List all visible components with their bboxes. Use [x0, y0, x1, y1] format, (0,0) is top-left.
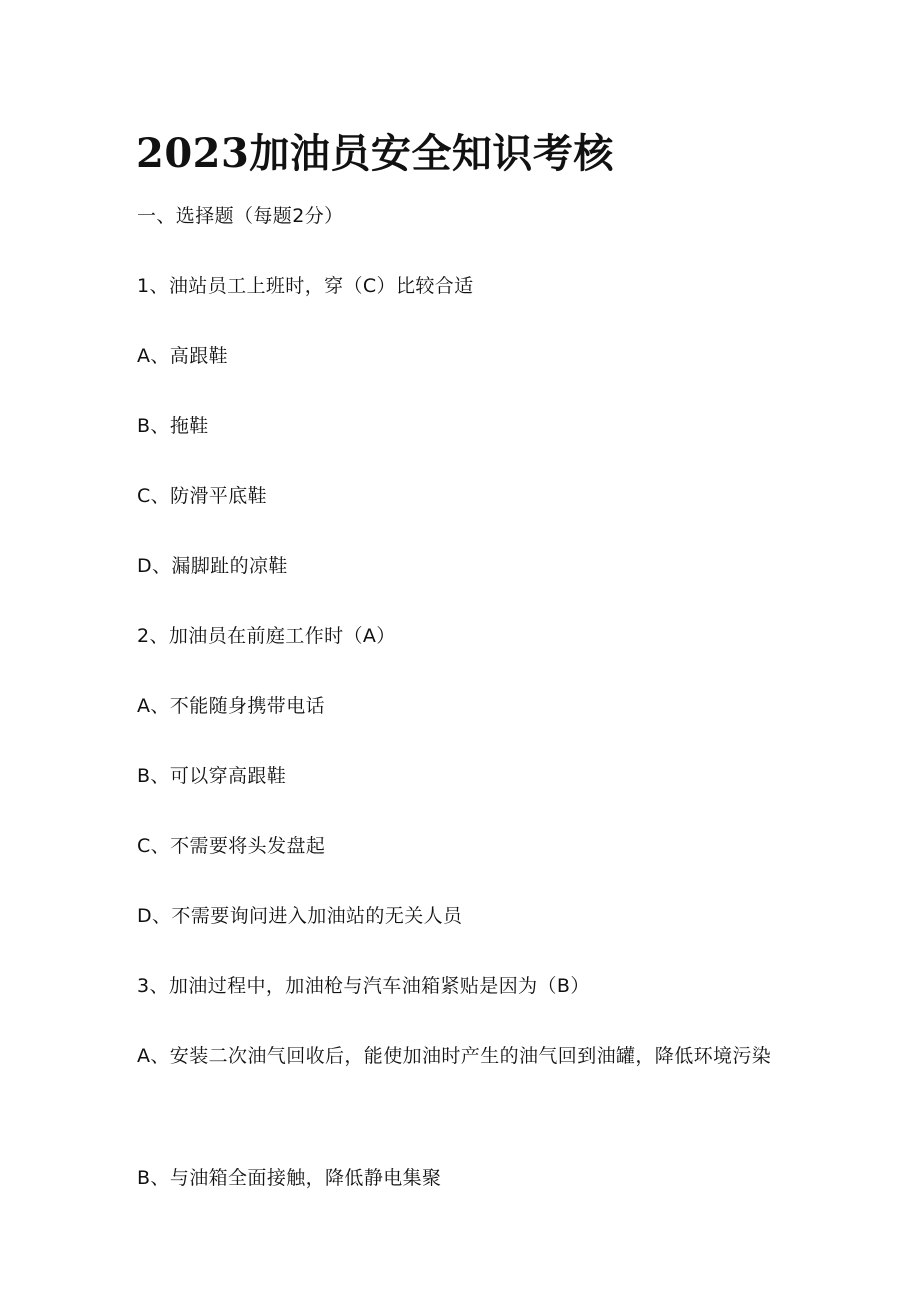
document-title: 2023加油员安全知识考核 — [136, 130, 614, 177]
question-1-option-a: A、高跟鞋 — [137, 345, 228, 367]
question-2-option-d: D、不需要询问进入加油站的无关人员 — [137, 905, 463, 927]
question-1-option-b: B、拖鞋 — [137, 415, 209, 437]
question-2-option-c: C、不需要将头发盘起 — [137, 835, 326, 857]
question-1-option-d: D、漏脚趾的凉鞋 — [137, 555, 288, 577]
question-2-option-b: B、可以穿高跟鞋 — [137, 765, 287, 787]
question-3-option-a: A、安装二次油气回收后，能使加油时产生的油气回到油罐，降低环境污染 — [137, 1045, 772, 1067]
question-1-prompt: 1、油站员工上班时，穿（C）比较合适 — [137, 275, 474, 297]
question-1-option-c: C、防滑平底鞋 — [137, 485, 268, 507]
question-3-prompt: 3、加油过程中，加油枪与汽车油箱紧贴是因为（B） — [137, 975, 590, 997]
section-heading: 一、选择题（每题2分） — [137, 205, 344, 227]
question-2-prompt: 2、加油员在前庭工作时（A） — [137, 625, 396, 647]
question-3-option-b: B、与油箱全面接触，降低静电集聚 — [137, 1167, 442, 1189]
question-2-option-a: A、不能随身携带电话 — [137, 695, 325, 717]
